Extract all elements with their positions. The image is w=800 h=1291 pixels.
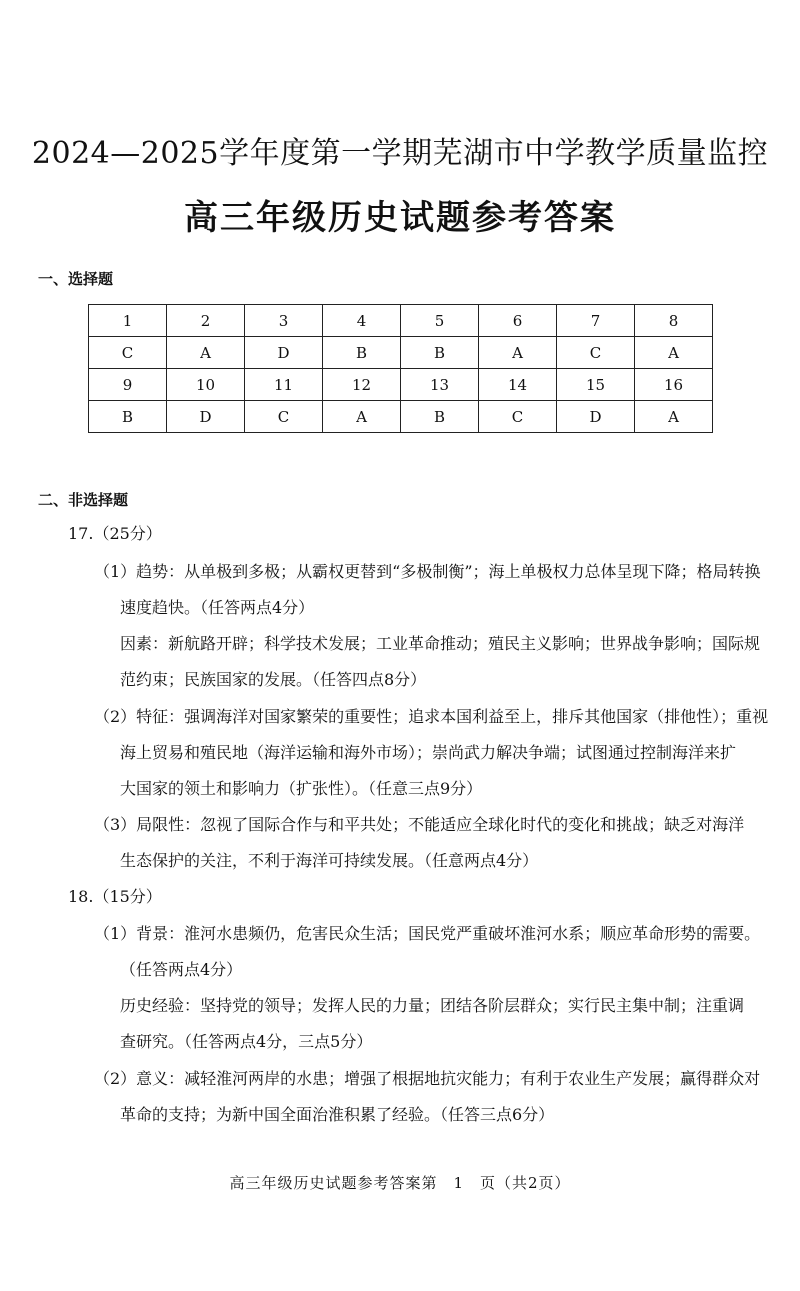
question-18-label: 18.（15分）	[68, 887, 162, 906]
answer-cell: A	[635, 337, 713, 369]
question-number: 5	[401, 305, 479, 337]
answer-text-line: 历史经验：坚持党的领导；发挥人民的力量；团结各阶层群众；实行民主集中制；注重调	[120, 996, 745, 1015]
answer-text-line: （任答两点4分）	[120, 960, 243, 979]
answer-cell: A	[167, 337, 245, 369]
answer-cell: C	[557, 337, 635, 369]
table-row	[89, 369, 713, 401]
answer-cell: C	[245, 401, 323, 433]
question-number: 8	[635, 305, 713, 337]
document-title: 2024—2025学年度第一学期芜湖市中学教学质量监控	[31, 136, 769, 171]
question-number: 16	[635, 369, 713, 401]
answer-cell: D	[557, 401, 635, 433]
table-row	[89, 337, 713, 369]
question-number: 3	[245, 305, 323, 337]
section-heading-choice: 一、选择题	[38, 270, 114, 288]
table-row	[89, 305, 713, 337]
question-number: 7	[557, 305, 635, 337]
table-row	[89, 401, 713, 433]
answer-cell: A	[479, 337, 557, 369]
answer-text-line: 速度趋快。（任答两点4分）	[120, 598, 315, 617]
section-heading-nonchoice: 二、非选择题	[38, 491, 129, 509]
answer-cell: B	[323, 337, 401, 369]
answer-text-line: 查研究。（任答两点4分，三点5分）	[120, 1032, 373, 1051]
question-number: 13	[401, 369, 479, 401]
question-number: 6	[479, 305, 557, 337]
answer-text-line: （2）意义：减轻淮河两岸的水患；增强了根据地抗灾能力；有利于农业生产发展；赢得群众对	[94, 1069, 761, 1088]
answer-text-line: 革命的支持；为新中国全面治淮积累了经验。（任答三点6分）	[120, 1105, 555, 1124]
page-footer: 高三年级历史试题参考答案第 1 页（共2页）	[229, 1174, 571, 1192]
answer-cell: B	[401, 337, 479, 369]
answer-text-line: 因素：新航路开辟；科学技术发展；工业革命推动；殖民主义影响；世界战争影响；国际规	[120, 634, 761, 653]
answer-text-line: 生态保护的关注，不利于海洋可持续发展。（任意两点4分）	[120, 851, 539, 870]
answer-cell: A	[323, 401, 401, 433]
answer-table	[88, 304, 713, 433]
answer-cell: C	[479, 401, 557, 433]
question-number: 9	[89, 369, 167, 401]
question-number: 10	[167, 369, 245, 401]
question-number: 11	[245, 369, 323, 401]
answer-cell: D	[245, 337, 323, 369]
answer-text-line: （2）特征：强调海洋对国家繁荣的重要性；追求本国利益至上，排斥其他国家（排他性）；重视	[94, 707, 769, 726]
question-number: 12	[323, 369, 401, 401]
answer-cell: D	[167, 401, 245, 433]
answer-cell: C	[89, 337, 167, 369]
answer-cell: A	[635, 401, 713, 433]
question-17-label: 17.（25分）	[68, 524, 162, 543]
answer-text-line: （1）趋势：从单极到多极；从霸权更替到“多极制衡”；海上单极权力总体呈现下降；格局转换	[94, 562, 761, 581]
answer-text-line: 海上贸易和殖民地（海洋运输和海外市场）；崇尚武力解决争端；试图通过控制海洋来扩	[120, 743, 737, 762]
answer-cell: B	[401, 401, 479, 433]
answer-text-line: （3）局限性：忽视了国际合作与和平共处；不能适应全球化时代的变化和挑战；缺乏对海洋	[94, 815, 745, 834]
question-number: 2	[167, 305, 245, 337]
answer-text-line: 范约束；民族国家的发展。（任答四点8分）	[120, 670, 427, 689]
answer-text-line: （1）背景：淮河水患频仍，危害民众生活；国民党严重破坏淮河水系；顺应革命形势的需要。	[94, 924, 761, 943]
question-number: 14	[479, 369, 557, 401]
answer-cell: B	[89, 401, 167, 433]
document-subtitle: 高三年级历史试题参考答案	[184, 198, 616, 238]
question-number: 4	[323, 305, 401, 337]
question-number: 15	[557, 369, 635, 401]
question-number: 1	[89, 305, 167, 337]
answer-text-line: 大国家的领土和影响力（扩张性）。（任意三点9分）	[120, 779, 483, 798]
